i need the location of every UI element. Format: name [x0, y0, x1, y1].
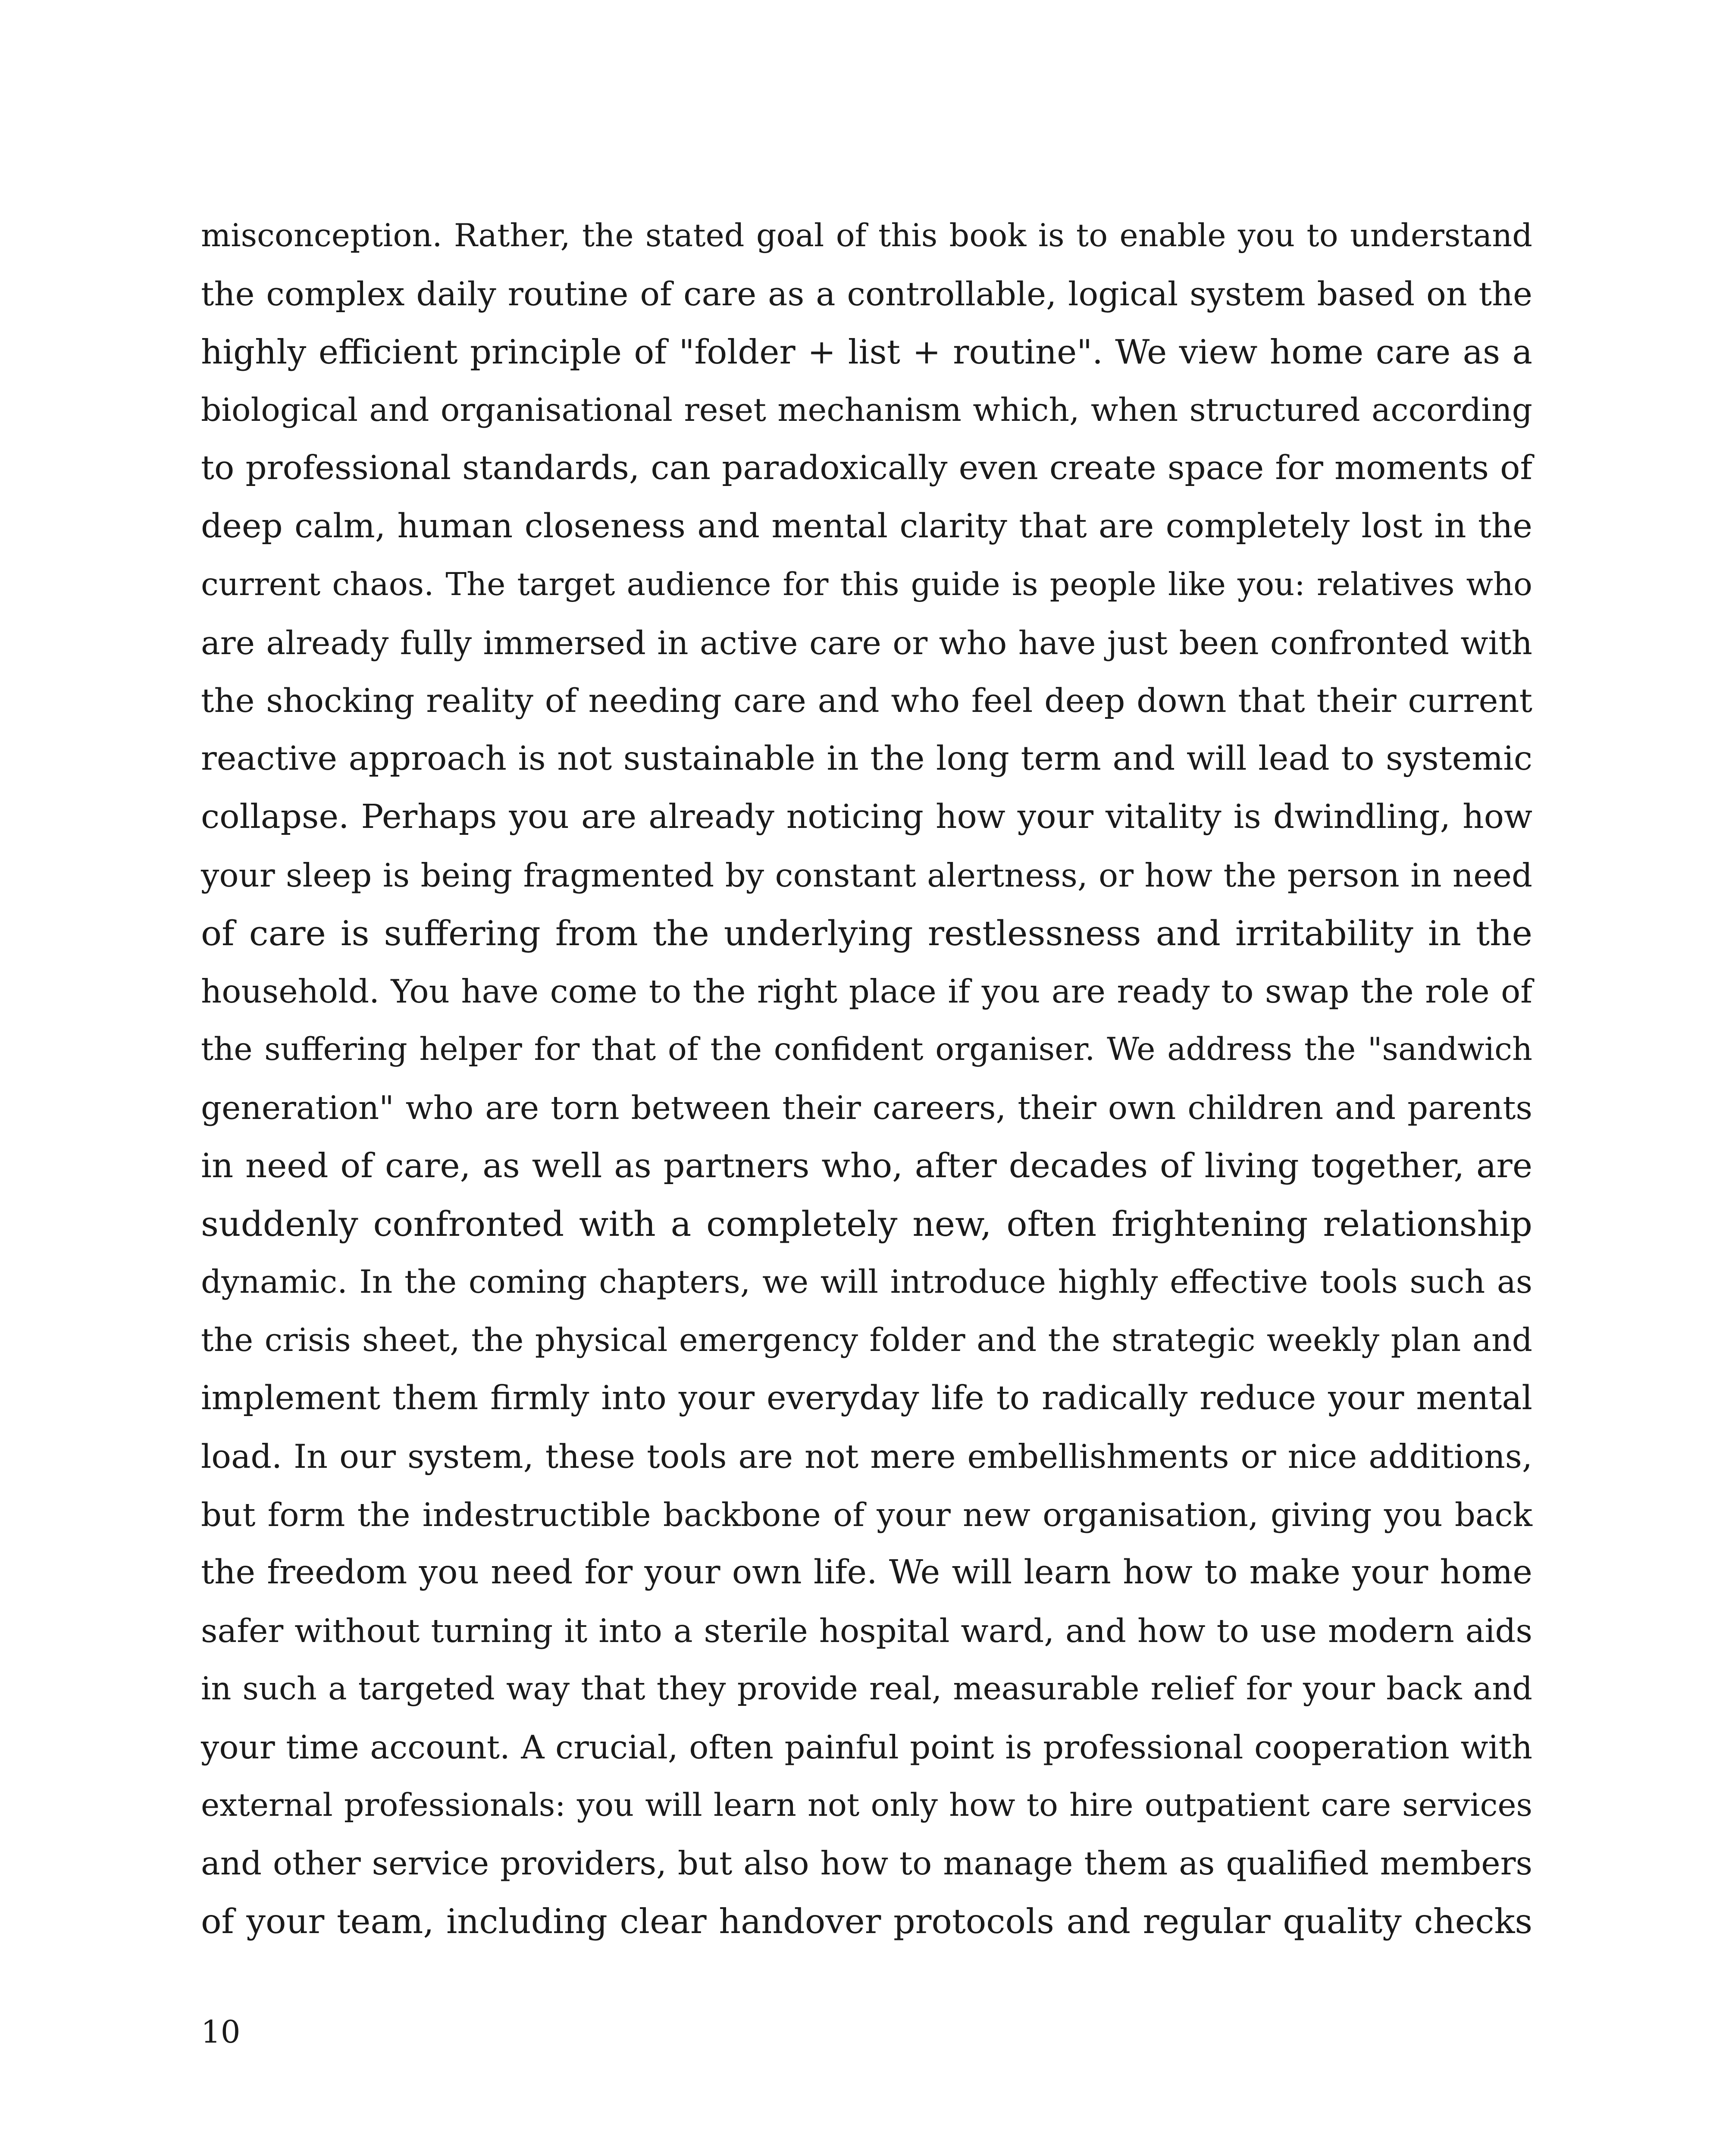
text-line: collapse. Perhaps you are already noticing how your vitality is dwindling, how	[201, 797, 1532, 836]
text-line: current chaos. The target audience for this guide is people like you: relatives who	[201, 566, 1532, 603]
text-line: load. In our system, these tools are not mere embellishments or nice additions,	[201, 1437, 1532, 1476]
text-line: of care is suffering from the underlying restlessness and irritability in the	[201, 913, 1532, 953]
text-line: dynamic. In the coming chapters, we will introduce highly effective tools such as	[201, 1263, 1532, 1301]
text-line: your sleep is being fragmented by constant alertness, or how the person in need	[201, 856, 1532, 894]
page-number: 10	[201, 2014, 241, 2050]
text-line: the crisis sheet, the physical emergency folder and the strategic weekly plan and	[201, 1322, 1532, 1359]
body-text	[201, 207, 1532, 1951]
text-line: highly efficient principle of "folder + list + routine". We view home care as a	[201, 332, 1532, 372]
text-line: in such a targeted way that they provide real, measurable relief for your back and	[201, 1670, 1532, 1707]
text-line: and other service providers, but also how to manage them as qualified members	[201, 1844, 1532, 1883]
text-line: are already fully immersed in active care or who have just been confronted with	[201, 624, 1532, 662]
text-line: reactive approach is not sustainable in the long term and will lead to systemic	[201, 740, 1532, 778]
text-line: the freedom you need for your own life. We will learn how to make your home	[201, 1553, 1532, 1592]
text-line: household. You have come to the right place if you are ready to swap the role of	[201, 972, 1532, 1011]
text-line: to professional standards, can paradoxically even create space for moments of	[201, 449, 1532, 488]
text-line: biological and organisational reset mechanism which, when structured according	[201, 392, 1532, 429]
text-line: in need of care, as well as partners who, after decades of living together, are	[201, 1146, 1532, 1185]
text-line: implement them firmly into your everyday life to radically reduce your mental	[201, 1379, 1532, 1417]
text-line: misconception. Rather, the stated goal of this book is to enable you to understand	[201, 217, 1532, 254]
text-line: but form the indestructible backbone of your new organisation, giving you back	[201, 1495, 1532, 1534]
text-line: the suffering helper for that of the confident organiser. We address the "sandwich	[201, 1031, 1532, 1068]
text-line: of your team, including clear handover protocols and regular quality checks	[201, 1902, 1532, 1942]
text-line: generation" who are torn between their careers, their own children and parents	[201, 1088, 1532, 1127]
text-line: the shocking reality of needing care and who feel deep down that their current	[201, 681, 1532, 720]
text-line: safer without turning it into a sterile hospital ward, and how to use modern aids	[201, 1612, 1532, 1650]
text-line: external professionals: you will learn not only how to hire outpatient care services	[201, 1786, 1532, 1824]
text-line: the complex daily routine of care as a controllable, logical system based on the	[201, 274, 1532, 313]
text-line: your time account. A crucial, often painful point is professional cooperation with	[201, 1728, 1532, 1766]
text-line: deep calm, human closeness and mental clarity that are completely lost in the	[201, 507, 1532, 545]
text-line: suddenly confronted with a completely new, often frightening relationship	[201, 1203, 1532, 1244]
